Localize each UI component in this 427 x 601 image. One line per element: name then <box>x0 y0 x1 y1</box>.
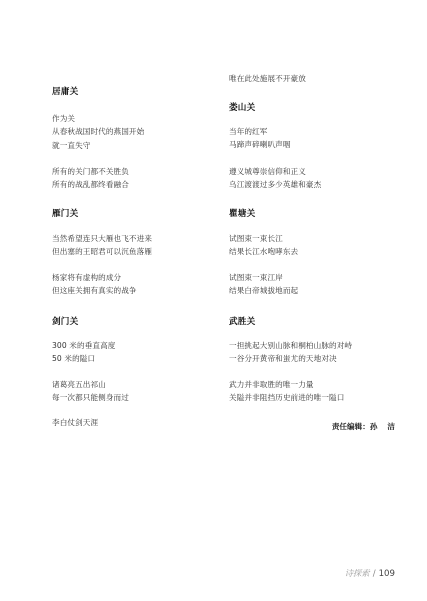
stanza <box>52 416 98 429</box>
editor-name-first: 孙 <box>369 422 378 431</box>
page-number: 109 <box>378 569 395 579</box>
editor-name-second: 洁 <box>387 422 395 431</box>
poem-line: 遵义城尊崇信仰和正义 <box>229 167 306 176</box>
poem-line: 从春秋战国时代的燕国开始 <box>52 127 145 137</box>
page-footer <box>345 567 395 579</box>
section-title-qutangguan: 瞿塘关 <box>229 209 256 219</box>
stanza <box>229 125 291 152</box>
poem-line: 当然希望连只大雁也飞不进来 <box>52 234 153 243</box>
poem-line: 每一次都只能侧身而过 <box>52 393 129 403</box>
poem-line: 马蹄声碎喇叭声咽 <box>229 140 291 150</box>
stanza <box>52 112 144 152</box>
footer-separator: / <box>372 569 376 579</box>
poem-line: 作为关 <box>52 114 76 123</box>
poem-line: 一担挑起大别山脉和桐柏山脉的对峙 <box>229 341 353 350</box>
poem-line: 试图束一束长江 <box>229 234 283 243</box>
poem-line: 武力并非取胜的唯一力量 <box>229 380 314 389</box>
poem-line: 但这座关拥有真实的战争 <box>52 286 137 296</box>
stanza <box>229 271 298 298</box>
section-title-loushanguan: 娄山关 <box>229 103 256 113</box>
stanza <box>229 378 344 405</box>
stanza <box>52 165 129 192</box>
poem-line: 300 米的垂直高度 <box>52 341 116 350</box>
poem-line: 当年的红军 <box>229 127 268 136</box>
section-title-juyongguan: 居庸关 <box>52 87 79 97</box>
section-title-jianmenguan: 剑门关 <box>52 317 79 327</box>
poem-line: 杨家将有虚构的成分 <box>52 273 122 282</box>
poem-line: 就一直失守 <box>52 140 91 150</box>
poem-line: 所有的关门都不关胜负 <box>52 167 129 176</box>
poem-line: 试图束一束江岸 <box>229 273 283 282</box>
poem-line: 一谷分开黄帝和蚩尤的天地对决 <box>229 354 337 364</box>
magazine-name: 诗探索 <box>344 568 370 578</box>
poem-line: 但出塞的王昭君可以沉鱼落雁 <box>52 247 153 257</box>
carryover-line: 唯在此处施展不开豪放 <box>229 74 306 83</box>
stanza <box>52 271 137 298</box>
section-title-wushengguan: 武胜关 <box>229 317 256 327</box>
poem-line: 结果长江水咆哮东去 <box>229 247 299 257</box>
stanza <box>52 339 115 366</box>
stanza <box>229 339 352 366</box>
stanza <box>229 165 321 192</box>
poem-line: 结果白帝城拔地而起 <box>229 286 299 296</box>
poem-line: 50 米的隘口 <box>52 354 96 364</box>
poem-line: 李白仗剑天涯 <box>52 418 99 427</box>
poem-line: 诸葛亮五出祁山 <box>52 380 106 389</box>
editor-credit <box>332 421 395 432</box>
section-title-yanmenguan: 雁门关 <box>52 209 79 219</box>
poem-line: 关隘并非阻挡历史前进的唯一隘口 <box>229 393 345 403</box>
stanza <box>52 378 129 405</box>
stanza <box>229 232 298 259</box>
poem-line: 乌江渡渡过多少英雄和豪杰 <box>229 180 322 190</box>
stanza <box>52 232 152 259</box>
poem-line: 所有的战乱都终看融合 <box>52 180 129 190</box>
editor-label: 责任编辑： <box>331 422 370 431</box>
